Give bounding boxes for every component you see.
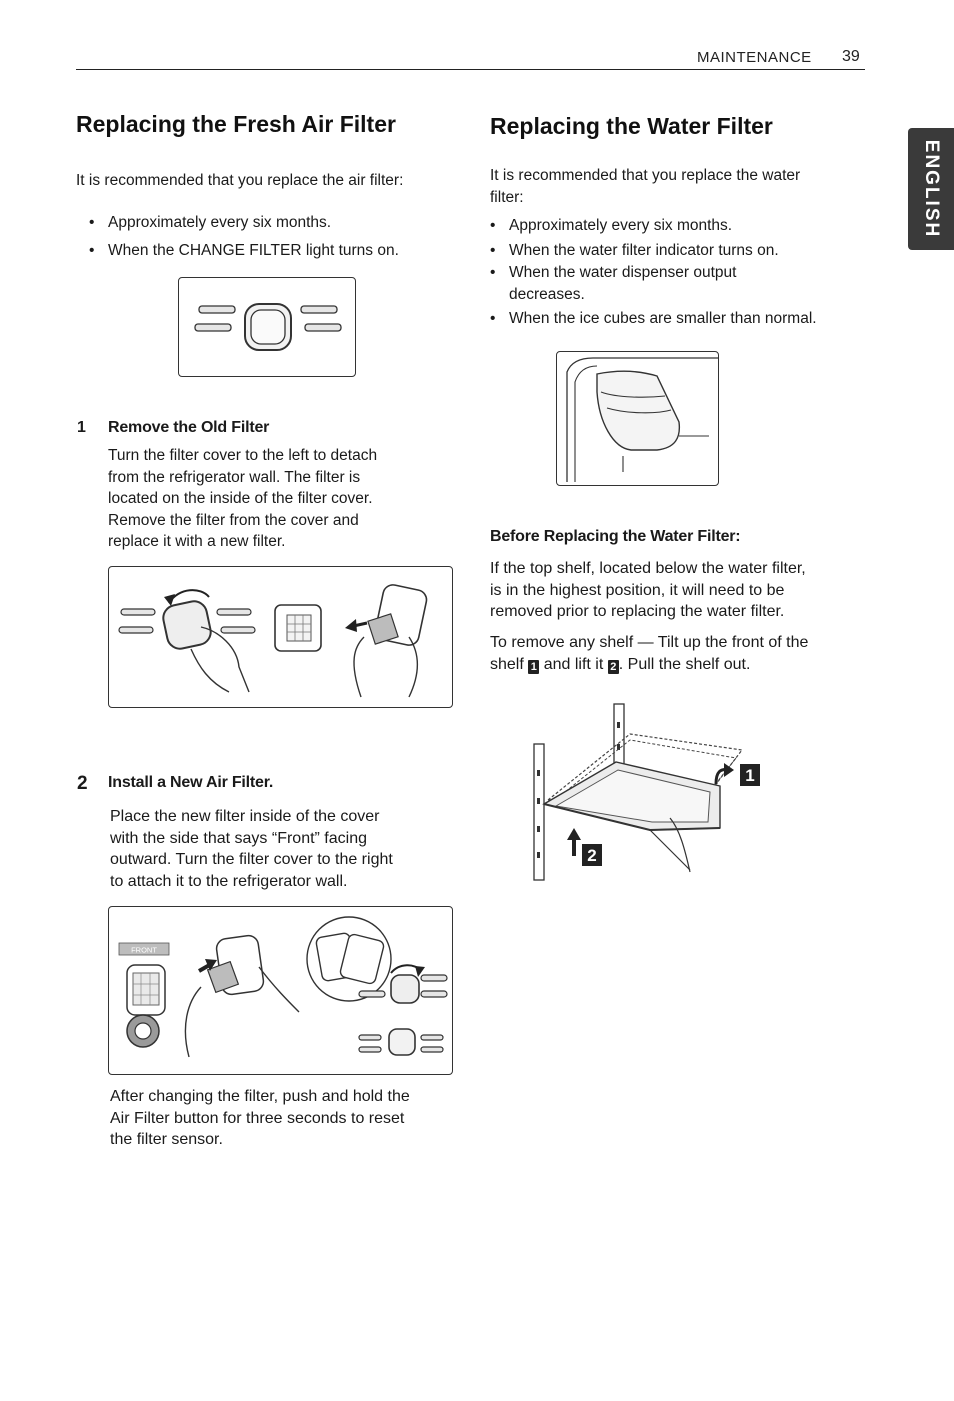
step-2-line: Place the new filter inside of the cover xyxy=(110,808,380,825)
step-2-line: outward. Turn the filter cover to the right xyxy=(110,851,393,868)
shelf-text-c: . Pull the shelf out. xyxy=(618,655,751,673)
step-marker-2: 2 xyxy=(608,660,619,674)
shelf-removal-text xyxy=(490,632,808,675)
install-filter-figure xyxy=(108,906,453,1075)
water-filter-figure xyxy=(556,351,719,486)
water-filter-intro-line: It is recommended that you replace the water xyxy=(490,167,801,184)
water-filter-bullet: • Approximately every six months. xyxy=(490,215,860,237)
step-1-line: Turn the filter cover to the left to detach xyxy=(108,447,378,464)
install-filter-illustration xyxy=(109,907,452,1074)
shelf-text-b: and lift it xyxy=(543,655,604,673)
front-label: FRONT xyxy=(131,945,157,955)
step-1-title: Remove the Old Filter xyxy=(108,419,270,436)
after-change-text xyxy=(110,1086,410,1151)
step-1-text xyxy=(108,445,377,553)
before-replacing-line: removed prior to replacing the water filter. xyxy=(490,603,785,620)
water-filter-bullet: • When the ice cubes are smaller than normal. xyxy=(490,308,860,330)
step-2-line: to attach it to the refrigerator wall. xyxy=(110,872,348,890)
water-filter-bullet: • When the water filter indicator turns on. xyxy=(490,240,860,262)
step-2-title: Install a New Air Filter. xyxy=(108,774,274,791)
step-marker-1: 1 xyxy=(528,660,539,674)
remove-filter-figure xyxy=(108,566,453,708)
shelf-text-a: shelf xyxy=(490,655,524,673)
shelf-removal-line-2 xyxy=(490,654,808,676)
language-tab-label: ENGLISH xyxy=(921,139,942,239)
air-filter-bullet: • Approximately every six months. xyxy=(89,212,399,234)
header-rule xyxy=(76,69,865,70)
language-tab xyxy=(908,128,954,250)
shelf-removal-figure xyxy=(520,700,770,885)
air-filter-intro: It is recommended that you replace the air filter: xyxy=(76,172,404,189)
step-1-number: 1 xyxy=(77,419,86,436)
after-change-line: Air Filter button for three seconds to reset xyxy=(110,1109,405,1127)
step-2-text xyxy=(110,806,393,892)
water-filter-intro xyxy=(490,165,800,208)
shelf-removal-illustration xyxy=(520,700,770,885)
after-change-line: the filter sensor. xyxy=(110,1131,223,1148)
after-change-line: After changing the filter, push and hold the xyxy=(110,1088,410,1105)
header-section-title: MAINTENANCE xyxy=(697,49,812,66)
step-1-line: Remove the filter from the cover and xyxy=(108,511,359,529)
remove-filter-illustration xyxy=(109,567,452,707)
step-1-line: from the refrigerator wall. The filter is xyxy=(108,468,361,486)
before-replacing-line: If the top shelf, located below the water filter, xyxy=(490,560,806,577)
before-replacing-title: Before Replacing the Water Filter: xyxy=(490,528,741,545)
air-filter-bullet: • When the CHANGE FILTER light turns on. xyxy=(89,240,399,262)
water-filter-bullet: • When the water dispenser output decreases. xyxy=(490,262,779,305)
step-2-number: 2 xyxy=(77,773,88,794)
step-1-line: located on the inside of the filter cover. xyxy=(108,490,373,507)
water-filter-intro-line: filter: xyxy=(490,188,524,206)
air-filter-title: Replacing the Fresh Air Filter xyxy=(76,111,396,137)
page-number: 39 xyxy=(842,48,860,65)
air-filter-panel-figure xyxy=(178,277,356,377)
shelf-figure-marker-1: 1 xyxy=(745,766,755,785)
shelf-removal-line-1: To remove any shelf — Tilt up the front of the xyxy=(490,634,809,651)
water-filter-illustration xyxy=(557,352,718,485)
shelf-figure-marker-2: 2 xyxy=(587,846,597,865)
water-filter-title: Replacing the Water Filter xyxy=(490,113,773,139)
before-replacing-line: is in the highest position, it will need to be xyxy=(490,581,785,599)
control-panel-illustration xyxy=(179,278,355,376)
air-filter-bullets xyxy=(89,212,399,261)
step-2-line: with the side that says “Front” facing xyxy=(110,829,367,847)
water-filter-bullets xyxy=(490,215,860,330)
step-1-line: replace it with a new filter. xyxy=(108,533,286,550)
before-replacing-text xyxy=(490,558,806,623)
